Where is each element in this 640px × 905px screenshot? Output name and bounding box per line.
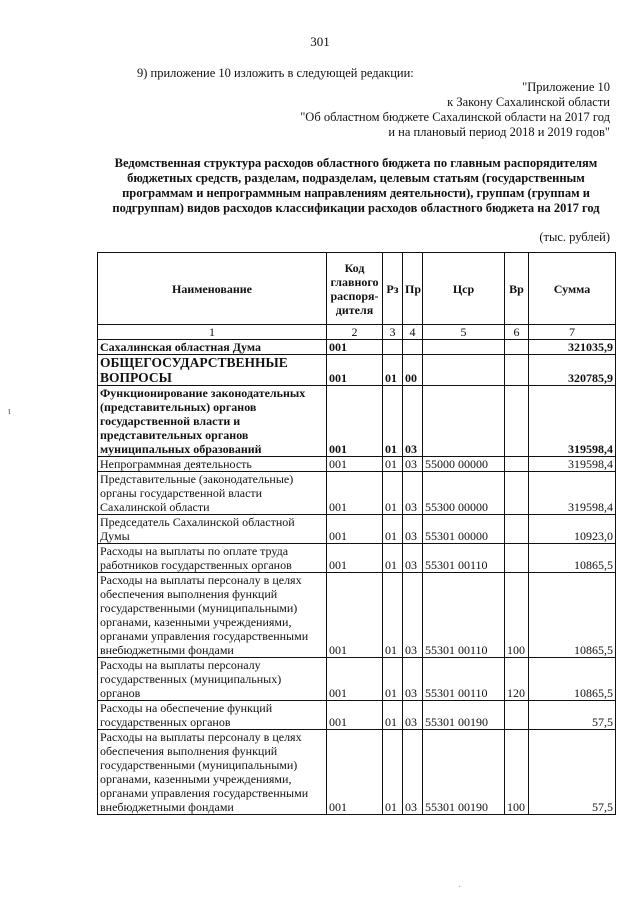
row-code: 001 [327, 730, 383, 815]
row-vr [505, 340, 529, 355]
table-row [98, 355, 616, 386]
title-line: Ведомственная структура расходов областного бюджета по главным распорядителям [114, 156, 598, 170]
row-name: Расходы на выплаты персоналу государственных (муниципальных) органов [98, 658, 327, 701]
row-csr: 55301 00000 [423, 515, 505, 544]
row-pr: 03 [403, 472, 423, 515]
appendix-line: и на плановый период 2018 и 2019 годов" [388, 125, 610, 139]
row-csr: 55301 00110 [423, 573, 505, 658]
page-number: 301 [310, 34, 330, 49]
title-line: программам и непрограммным направлениям деятельности), группам (группам и [122, 186, 590, 200]
table-row [98, 515, 616, 544]
row-sum: 10865,5 [529, 544, 616, 573]
row-name: Расходы на выплаты персоналу в целях обеспечения выполнения функций государственными (муниципальными) органами, казенными учреждениями, органами управления государственными внебюджетными фондами [98, 573, 327, 658]
row-vr: 100 [505, 573, 529, 658]
row-pr: 03 [403, 730, 423, 815]
appendix-reference [300, 80, 610, 140]
row-csr: 55301 00110 [423, 544, 505, 573]
row-pr: 00 [403, 355, 423, 386]
row-vr [505, 472, 529, 515]
table-row [98, 457, 616, 472]
column-number: 3 [383, 325, 403, 340]
table-row [98, 730, 616, 815]
column-number: 1 [98, 325, 327, 340]
row-rz: 01 [383, 386, 403, 457]
row-csr: 55301 00190 [423, 701, 505, 730]
row-csr: 55000 00000 [423, 457, 505, 472]
table-row [98, 340, 616, 355]
row-sum: 319598,4 [529, 386, 616, 457]
budget-table [97, 252, 616, 815]
row-pr: 03 [403, 658, 423, 701]
row-pr: 03 [403, 386, 423, 457]
header-csr: Цср [423, 253, 505, 325]
header-vr: Вр [505, 253, 529, 325]
row-vr: 100 [505, 730, 529, 815]
column-number: 5 [423, 325, 505, 340]
row-csr: 55301 00190 [423, 730, 505, 815]
table-row [98, 472, 616, 515]
table-row [98, 573, 616, 658]
row-rz: 01 [383, 355, 403, 386]
row-name: Представительные (законодательные) органы государственной власти Сахалинской области [98, 472, 327, 515]
units-label: (тыс. рублей) [539, 230, 610, 244]
row-name: ОБЩЕГОСУДАРСТВЕННЫЕ ВОПРОСЫ [98, 355, 327, 386]
row-pr: 03 [403, 457, 423, 472]
row-pr [403, 340, 423, 355]
row-rz: 01 [383, 472, 403, 515]
row-name: Расходы на обеспечение функций государственных органов [98, 701, 327, 730]
header-rz: Рз [383, 253, 403, 325]
row-csr [423, 355, 505, 386]
row-code: 001 [327, 457, 383, 472]
row-code: 001 [327, 658, 383, 701]
column-number: 2 [327, 325, 383, 340]
row-vr [505, 544, 529, 573]
row-rz: 01 [383, 701, 403, 730]
row-name: Расходы на выплаты по оплате труда работников государственных органов [98, 544, 327, 573]
row-sum: 57,5 [529, 701, 616, 730]
row-sum: 10865,5 [529, 658, 616, 701]
row-rz: 01 [383, 515, 403, 544]
row-name: Сахалинская областная Дума [98, 340, 327, 355]
column-number-row [98, 325, 616, 340]
row-code: 001 [327, 355, 383, 386]
row-pr: 03 [403, 544, 423, 573]
header-sum: Сумма [529, 253, 616, 325]
row-name: Функционирование законодательных (представительных) органов государственной власти и представительных органов муниципальных образований [98, 386, 327, 457]
table-row [98, 544, 616, 573]
row-pr: 03 [403, 573, 423, 658]
row-rz: 01 [383, 658, 403, 701]
row-csr [423, 340, 505, 355]
row-sum: 10865,5 [529, 573, 616, 658]
row-code: 001 [327, 472, 383, 515]
row-name: Непрограммная деятельность [98, 457, 327, 472]
row-pr: 03 [403, 701, 423, 730]
table-row [98, 701, 616, 730]
column-number: 6 [505, 325, 529, 340]
row-csr: 55301 00110 [423, 658, 505, 701]
table-row [98, 386, 616, 457]
row-rz: 01 [383, 730, 403, 815]
row-rz: 01 [383, 544, 403, 573]
row-vr: 120 [505, 658, 529, 701]
row-rz [383, 340, 403, 355]
appendix-line: "Приложение 10 [522, 80, 610, 94]
row-code: 001 [327, 515, 383, 544]
table-row [98, 658, 616, 701]
row-vr [505, 355, 529, 386]
intro-text: 9) приложение 10 изложить в следующей редакции: [137, 66, 414, 80]
row-vr [505, 701, 529, 730]
row-sum: 321035,9 [529, 340, 616, 355]
title-line: подгруппам) видов расходов классификации расходов областного бюджета на 2017 год [112, 201, 600, 215]
appendix-line: "Об областном бюджете Сахалинской области на 2017 год [300, 110, 610, 124]
row-rz: 01 [383, 457, 403, 472]
row-name: Председатель Сахалинской областной Думы [98, 515, 327, 544]
row-rz: 01 [383, 573, 403, 658]
row-vr [505, 457, 529, 472]
row-code: 001 [327, 386, 383, 457]
header-code: Код главного распоря-дителя [327, 253, 383, 325]
header-name: Наименование [98, 253, 327, 325]
column-number: 7 [529, 325, 616, 340]
document-title [96, 156, 616, 216]
dot-mark: · [458, 882, 462, 893]
row-name: Расходы на выплаты персоналу в целях обеспечения выполнения функций государственными (муниципальными) органами, казенными учреждениями, органами управления государственными внебюджетными фондами [98, 730, 327, 815]
margin-mark: ι [8, 406, 11, 417]
title-line: бюджетных средств, разделам, подразделам, целевым статьям (государственным [127, 171, 585, 185]
column-number: 4 [403, 325, 423, 340]
row-code: 001 [327, 340, 383, 355]
row-code: 001 [327, 544, 383, 573]
row-sum: 57,5 [529, 730, 616, 815]
row-vr [505, 386, 529, 457]
row-vr [505, 515, 529, 544]
row-sum: 319598,4 [529, 472, 616, 515]
header-pr: Пр [403, 253, 423, 325]
row-code: 001 [327, 701, 383, 730]
row-sum: 10923,0 [529, 515, 616, 544]
row-csr [423, 386, 505, 457]
row-pr: 03 [403, 515, 423, 544]
row-sum: 319598,4 [529, 457, 616, 472]
row-csr: 55300 00000 [423, 472, 505, 515]
row-sum: 320785,9 [529, 355, 616, 386]
appendix-line: к Закону Сахалинской области [447, 95, 610, 109]
row-code: 001 [327, 573, 383, 658]
